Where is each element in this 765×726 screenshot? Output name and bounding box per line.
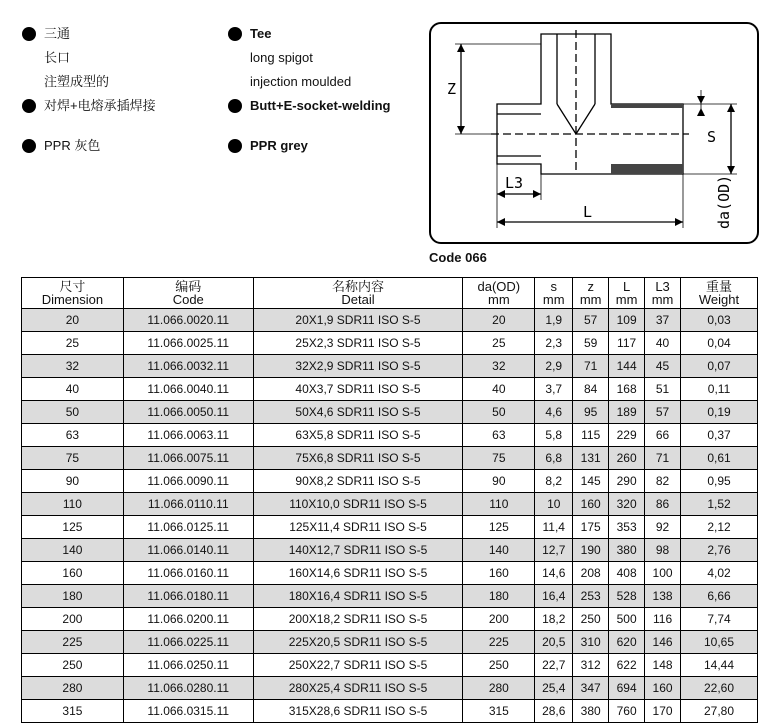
cell-z: 312 xyxy=(573,654,609,677)
flow-line xyxy=(557,104,576,134)
cell-weight: 0,03 xyxy=(681,309,758,332)
cell-code: 11.066.0160.11 xyxy=(123,562,253,585)
feature-text: 注塑成型的 xyxy=(44,74,110,89)
cell-detail: 125X11,4 SDR11 ISO S-5 xyxy=(253,516,463,539)
cell-z: 71 xyxy=(573,355,609,378)
cell-s: 8,2 xyxy=(535,470,573,493)
cell-od: 140 xyxy=(463,539,535,562)
cell-dimension: 63 xyxy=(22,424,124,447)
cell-dimension: 140 xyxy=(22,539,124,562)
cell-detail: 63X5,8 SDR11 ISO S-5 xyxy=(253,424,463,447)
cell-l: 694 xyxy=(609,677,645,700)
feature-item-zh xyxy=(22,22,156,46)
cell-s: 3,7 xyxy=(535,378,573,401)
cell-z: 57 xyxy=(573,309,609,332)
feature-item-zh xyxy=(22,70,156,94)
cell-detail: 110X10,0 SDR11 ISO S-5 xyxy=(253,493,463,516)
cell-s: 12,7 xyxy=(535,539,573,562)
table-row xyxy=(22,700,758,723)
cell-z: 208 xyxy=(573,562,609,585)
cell-od: 40 xyxy=(463,378,535,401)
feature-item-en xyxy=(228,46,391,70)
cell-detail: 25X2,3 SDR11 ISO S-5 xyxy=(253,332,463,355)
table-row xyxy=(22,332,758,355)
cell-code: 11.066.0250.11 xyxy=(123,654,253,677)
cell-od: 32 xyxy=(463,355,535,378)
table-row xyxy=(22,401,758,424)
column-header: 尺寸 Dimension xyxy=(22,278,124,309)
cell-z: 250 xyxy=(573,608,609,631)
feature-item-en xyxy=(228,70,391,94)
cell-code: 11.066.0025.11 xyxy=(123,332,253,355)
cell-l3: 170 xyxy=(645,700,681,723)
cell-l3: 66 xyxy=(645,424,681,447)
cell-od: 160 xyxy=(463,562,535,585)
dim-z-label: Z xyxy=(447,80,457,98)
cell-weight: 1,52 xyxy=(681,493,758,516)
feature-text: PPR 灰色 xyxy=(44,138,101,153)
cell-weight: 27,80 xyxy=(681,700,758,723)
cell-weight: 6,66 xyxy=(681,585,758,608)
cell-detail: 90X8,2 SDR11 ISO S-5 xyxy=(253,470,463,493)
cell-detail: 75X6,8 SDR11 ISO S-5 xyxy=(253,447,463,470)
cell-l: 760 xyxy=(609,700,645,723)
cell-od: 63 xyxy=(463,424,535,447)
cell-code: 11.066.0315.11 xyxy=(123,700,253,723)
cell-z: 380 xyxy=(573,700,609,723)
cell-s: 11,4 xyxy=(535,516,573,539)
table-row xyxy=(22,608,758,631)
cell-l3: 146 xyxy=(645,631,681,654)
cell-l: 500 xyxy=(609,608,645,631)
column-header: da(OD) mm xyxy=(463,278,535,309)
cell-code: 11.066.0090.11 xyxy=(123,470,253,493)
cell-dimension: 25 xyxy=(22,332,124,355)
cell-l: 144 xyxy=(609,355,645,378)
bullet-icon xyxy=(228,27,242,41)
cell-detail: 160X14,6 SDR11 ISO S-5 xyxy=(253,562,463,585)
feature-text: long spigot xyxy=(250,50,313,65)
cell-od: 225 xyxy=(463,631,535,654)
cell-dimension: 280 xyxy=(22,677,124,700)
cell-dimension: 50 xyxy=(22,401,124,424)
cell-code: 11.066.0280.11 xyxy=(123,677,253,700)
dim-da-label: da(OD) xyxy=(715,174,733,229)
cell-code: 11.066.0140.11 xyxy=(123,539,253,562)
cell-code: 11.066.0125.11 xyxy=(123,516,253,539)
cell-l: 528 xyxy=(609,585,645,608)
cell-z: 347 xyxy=(573,677,609,700)
table-row xyxy=(22,562,758,585)
cell-od: 280 xyxy=(463,677,535,700)
table-row xyxy=(22,447,758,470)
cell-dimension: 250 xyxy=(22,654,124,677)
cell-s: 28,6 xyxy=(535,700,573,723)
cell-l3: 71 xyxy=(645,447,681,470)
cell-l3: 160 xyxy=(645,677,681,700)
cell-l3: 45 xyxy=(645,355,681,378)
cell-detail: 50X4,6 SDR11 ISO S-5 xyxy=(253,401,463,424)
table-body xyxy=(22,309,758,723)
feature-text: Butt+E-socket-welding xyxy=(250,98,391,113)
feature-item-en xyxy=(228,94,391,118)
feature-text: injection moulded xyxy=(250,74,352,89)
bullet-icon xyxy=(22,27,36,41)
cell-od: 25 xyxy=(463,332,535,355)
cell-s: 18,2 xyxy=(535,608,573,631)
feature-list-english xyxy=(228,22,391,158)
table-row xyxy=(22,654,758,677)
cell-code: 11.066.0040.11 xyxy=(123,378,253,401)
cell-dimension: 20 xyxy=(22,309,124,332)
cell-s: 22,7 xyxy=(535,654,573,677)
cell-l3: 98 xyxy=(645,539,681,562)
feature-text: PPR grey xyxy=(250,138,308,153)
cell-dimension: 200 xyxy=(22,608,124,631)
cell-z: 115 xyxy=(573,424,609,447)
cell-weight: 2,76 xyxy=(681,539,758,562)
cell-detail: 180X16,4 SDR11 ISO S-5 xyxy=(253,585,463,608)
cell-code: 11.066.0063.11 xyxy=(123,424,253,447)
cell-l3: 116 xyxy=(645,608,681,631)
cell-s: 2,9 xyxy=(535,355,573,378)
wall-hatch xyxy=(611,104,683,108)
cell-l3: 40 xyxy=(645,332,681,355)
cell-l: 117 xyxy=(609,332,645,355)
bullet-icon xyxy=(228,99,242,113)
cell-weight: 22,60 xyxy=(681,677,758,700)
dim-l3-label: L3 xyxy=(505,174,524,192)
tee-drawing xyxy=(429,22,759,244)
column-header: L3 mm xyxy=(645,278,681,309)
table-row xyxy=(22,378,758,401)
product-code-label: Code 066 xyxy=(429,250,487,265)
cell-l3: 37 xyxy=(645,309,681,332)
cell-od: 20 xyxy=(463,309,535,332)
cell-dimension: 75 xyxy=(22,447,124,470)
table-row xyxy=(22,516,758,539)
cell-weight: 0,04 xyxy=(681,332,758,355)
cell-weight: 10,65 xyxy=(681,631,758,654)
cell-l: 620 xyxy=(609,631,645,654)
cell-s: 6,8 xyxy=(535,447,573,470)
cell-s: 5,8 xyxy=(535,424,573,447)
tee-drawing-svg xyxy=(431,24,761,246)
feature-text: 三通 xyxy=(44,26,71,41)
cell-l: 380 xyxy=(609,539,645,562)
cell-s: 4,6 xyxy=(535,401,573,424)
cell-l: 189 xyxy=(609,401,645,424)
column-header: 名称内容 Detail xyxy=(253,278,463,309)
cell-l: 168 xyxy=(609,378,645,401)
cell-s: 1,9 xyxy=(535,309,573,332)
cell-z: 84 xyxy=(573,378,609,401)
column-header: 重量 Weight xyxy=(681,278,758,309)
cell-dimension: 315 xyxy=(22,700,124,723)
cell-detail: 20X1,9 SDR11 ISO S-5 xyxy=(253,309,463,332)
feature-item-zh xyxy=(22,46,156,70)
cell-l3: 148 xyxy=(645,654,681,677)
cell-od: 315 xyxy=(463,700,535,723)
bullet-icon xyxy=(22,99,36,113)
cell-weight: 0,19 xyxy=(681,401,758,424)
cell-od: 180 xyxy=(463,585,535,608)
feature-list-chinese xyxy=(22,22,156,158)
cell-od: 200 xyxy=(463,608,535,631)
cell-l3: 82 xyxy=(645,470,681,493)
table-row xyxy=(22,585,758,608)
cell-detail: 40X3,7 SDR11 ISO S-5 xyxy=(253,378,463,401)
cell-dimension: 32 xyxy=(22,355,124,378)
cell-dimension: 225 xyxy=(22,631,124,654)
table-row xyxy=(22,539,758,562)
cell-weight: 0,07 xyxy=(681,355,758,378)
cell-code: 11.066.0050.11 xyxy=(123,401,253,424)
feature-text: Tee xyxy=(250,26,272,41)
feature-text: 长口 xyxy=(44,50,71,65)
cell-code: 11.066.0110.11 xyxy=(123,493,253,516)
column-header: 编码 Code xyxy=(123,278,253,309)
cell-l: 320 xyxy=(609,493,645,516)
cell-l: 622 xyxy=(609,654,645,677)
cell-od: 50 xyxy=(463,401,535,424)
cell-l3: 51 xyxy=(645,378,681,401)
cell-s: 16,4 xyxy=(535,585,573,608)
cell-l: 353 xyxy=(609,516,645,539)
cell-od: 75 xyxy=(463,447,535,470)
table-row xyxy=(22,470,758,493)
cell-s: 10 xyxy=(535,493,573,516)
table-row xyxy=(22,631,758,654)
wall-hatch xyxy=(611,164,683,174)
cell-l: 229 xyxy=(609,424,645,447)
cell-l: 260 xyxy=(609,447,645,470)
cell-detail: 200X18,2 SDR11 ISO S-5 xyxy=(253,608,463,631)
table-row xyxy=(22,355,758,378)
cell-detail: 280X25,4 SDR11 ISO S-5 xyxy=(253,677,463,700)
cell-z: 190 xyxy=(573,539,609,562)
cell-z: 253 xyxy=(573,585,609,608)
cell-l3: 92 xyxy=(645,516,681,539)
cell-od: 125 xyxy=(463,516,535,539)
cell-detail: 140X12,7 SDR11 ISO S-5 xyxy=(253,539,463,562)
cell-z: 310 xyxy=(573,631,609,654)
cell-l3: 100 xyxy=(645,562,681,585)
bullet-icon xyxy=(228,139,242,153)
flow-line xyxy=(576,104,595,134)
cell-dimension: 110 xyxy=(22,493,124,516)
feature-item-en xyxy=(228,22,391,46)
column-header: z mm xyxy=(573,278,609,309)
cell-od: 110 xyxy=(463,493,535,516)
cell-code: 11.066.0020.11 xyxy=(123,309,253,332)
cell-z: 160 xyxy=(573,493,609,516)
cell-l: 109 xyxy=(609,309,645,332)
cell-code: 11.066.0180.11 xyxy=(123,585,253,608)
cell-weight: 0,95 xyxy=(681,470,758,493)
cell-dimension: 180 xyxy=(22,585,124,608)
cell-detail: 315X28,6 SDR11 ISO S-5 xyxy=(253,700,463,723)
cell-s: 14,6 xyxy=(535,562,573,585)
cell-s: 25,4 xyxy=(535,677,573,700)
cell-code: 11.066.0032.11 xyxy=(123,355,253,378)
cell-weight: 2,12 xyxy=(681,516,758,539)
table-row xyxy=(22,493,758,516)
bullet-icon xyxy=(22,139,36,153)
cell-l3: 57 xyxy=(645,401,681,424)
cell-code: 11.066.0075.11 xyxy=(123,447,253,470)
cell-detail: 250X22,7 SDR11 ISO S-5 xyxy=(253,654,463,677)
cell-z: 59 xyxy=(573,332,609,355)
cell-weight: 14,44 xyxy=(681,654,758,677)
feature-item-zh xyxy=(22,134,156,158)
cell-s: 20,5 xyxy=(535,631,573,654)
cell-dimension: 40 xyxy=(22,378,124,401)
cell-code: 11.066.0225.11 xyxy=(123,631,253,654)
cell-detail: 32X2,9 SDR11 ISO S-5 xyxy=(253,355,463,378)
cell-l: 408 xyxy=(609,562,645,585)
cell-z: 175 xyxy=(573,516,609,539)
cell-weight: 0,11 xyxy=(681,378,758,401)
column-header: s mm xyxy=(535,278,573,309)
table-row xyxy=(22,677,758,700)
cell-weight: 0,37 xyxy=(681,424,758,447)
column-header: L mm xyxy=(609,278,645,309)
cell-z: 145 xyxy=(573,470,609,493)
feature-item-zh xyxy=(22,94,156,118)
table-row xyxy=(22,424,758,447)
cell-l: 290 xyxy=(609,470,645,493)
cell-weight: 4,02 xyxy=(681,562,758,585)
dim-s-label: S xyxy=(707,128,717,146)
cell-weight: 0,61 xyxy=(681,447,758,470)
cell-l3: 138 xyxy=(645,585,681,608)
dim-l-label: L xyxy=(583,203,593,221)
cell-l3: 86 xyxy=(645,493,681,516)
cell-s: 2,3 xyxy=(535,332,573,355)
cell-od: 250 xyxy=(463,654,535,677)
feature-text: 对焊+电熔承插焊接 xyxy=(44,98,156,113)
cell-od: 90 xyxy=(463,470,535,493)
cell-detail: 225X20,5 SDR11 ISO S-5 xyxy=(253,631,463,654)
table-row xyxy=(22,309,758,332)
specification-table xyxy=(21,277,758,723)
cell-dimension: 125 xyxy=(22,516,124,539)
cell-code: 11.066.0200.11 xyxy=(123,608,253,631)
cell-dimension: 160 xyxy=(22,562,124,585)
cell-dimension: 90 xyxy=(22,470,124,493)
cell-weight: 7,74 xyxy=(681,608,758,631)
table-header-row xyxy=(22,278,758,309)
cell-z: 95 xyxy=(573,401,609,424)
cell-z: 131 xyxy=(573,447,609,470)
feature-item-en xyxy=(228,134,391,158)
